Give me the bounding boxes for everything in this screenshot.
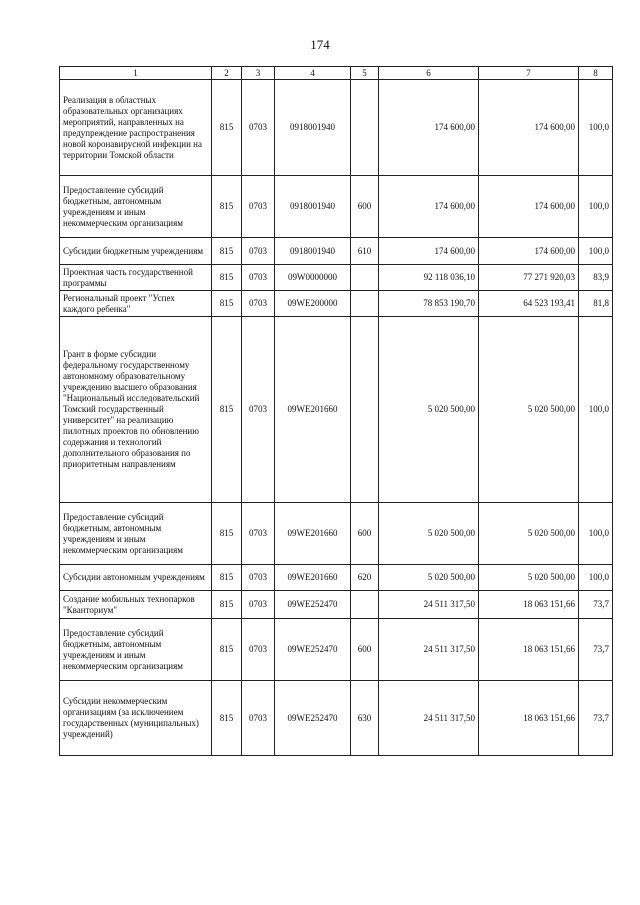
row-name-cell: Грант в форме субсидии федеральному государственному автономному образовательному учреждению высшего образования "Национальный исследовательский Томский государственный университет" на реализацию пилотных проектов по обновлению содержания и технологий дополнительного образования по приоритетным направлениям [60,317,212,503]
expense-type-cell: 600 [351,619,379,681]
section-code-cell: 0703 [242,291,275,317]
execution-percent-cell: 83,9 [579,265,613,291]
section-code-cell: 0703 [242,503,275,565]
table-row [60,265,613,291]
expense-type-cell [351,317,379,503]
section-code-cell: 0703 [242,565,275,591]
executed-amount-cell: 174 600,00 [479,176,579,238]
planned-amount-cell: 24 511 317,50 [379,619,479,681]
execution-percent-cell: 100,0 [579,565,613,591]
table-row [60,291,613,317]
target-article-cell: 0918001940 [275,176,351,238]
executed-amount-cell: 5 020 500,00 [479,565,579,591]
column-header: 5 [351,67,379,80]
column-header: 1 [60,67,212,80]
table-row [60,503,613,565]
table-row [60,317,613,503]
table-row [60,591,613,619]
admin-code-cell: 815 [212,80,242,176]
column-header: 3 [242,67,275,80]
admin-code-cell: 815 [212,619,242,681]
planned-amount-cell: 24 511 317,50 [379,591,479,619]
table-row [60,176,613,238]
planned-amount-cell: 5 020 500,00 [379,317,479,503]
target-article-cell: 09W0000000 [275,265,351,291]
execution-percent-cell: 81,8 [579,291,613,317]
admin-code-cell: 815 [212,317,242,503]
row-name-cell: Создание мобильных технопарков "Кванториум" [60,591,212,619]
target-article-cell: 09WE201660 [275,317,351,503]
row-name-cell: Региональный проект "Успех каждого ребенка" [60,291,212,317]
admin-code-cell: 815 [212,565,242,591]
column-header: 7 [479,67,579,80]
execution-percent-cell: 100,0 [579,238,613,265]
planned-amount-cell: 24 511 317,50 [379,681,479,756]
planned-amount-cell: 174 600,00 [379,238,479,265]
section-code-cell: 0703 [242,80,275,176]
execution-percent-cell: 73,7 [579,681,613,756]
target-article-cell: 0918001940 [275,238,351,265]
expense-type-cell [351,265,379,291]
row-name-cell: Предоставление субсидий бюджетным, автономным учреждениям и иным некоммерческим организациям [60,176,212,238]
execution-percent-cell: 100,0 [579,503,613,565]
budget-table [59,66,613,756]
table-row [60,681,613,756]
target-article-cell: 09WE252470 [275,591,351,619]
executed-amount-cell: 18 063 151,66 [479,591,579,619]
column-header: 2 [212,67,242,80]
table-row [60,80,613,176]
column-header: 8 [579,67,613,80]
admin-code-cell: 815 [212,503,242,565]
executed-amount-cell: 64 523 193,41 [479,291,579,317]
target-article-cell: 09WE201660 [275,565,351,591]
target-article-cell: 09WE252470 [275,619,351,681]
row-name-cell: Субсидии некоммерческим организациям (за исключением государственных (муниципальных) учреждений) [60,681,212,756]
row-name-cell: Субсидии бюджетным учреждениям [60,238,212,265]
executed-amount-cell: 174 600,00 [479,80,579,176]
section-code-cell: 0703 [242,619,275,681]
section-code-cell: 0703 [242,176,275,238]
planned-amount-cell: 92 118 036,10 [379,265,479,291]
planned-amount-cell: 78 853 190,70 [379,291,479,317]
section-code-cell: 0703 [242,265,275,291]
executed-amount-cell: 5 020 500,00 [479,317,579,503]
table-row [60,238,613,265]
executed-amount-cell: 5 020 500,00 [479,503,579,565]
section-code-cell: 0703 [242,238,275,265]
target-article-cell: 09WE201660 [275,503,351,565]
section-code-cell: 0703 [242,591,275,619]
table-row [60,619,613,681]
row-name-cell: Реализация в областных образовательных организациях мероприятий, направленных на предупреждение распространения новой коронавирусной инфекции на территории Томской области [60,80,212,176]
expense-type-cell: 630 [351,681,379,756]
row-name-cell: Предоставление субсидий бюджетным, автономным учреждениям и иным некоммерческим организациям [60,503,212,565]
column-header: 4 [275,67,351,80]
target-article-cell: 09WE200000 [275,291,351,317]
expense-type-cell [351,591,379,619]
row-name-cell: Субсидии автономным учреждениям [60,565,212,591]
expense-type-cell [351,80,379,176]
admin-code-cell: 815 [212,681,242,756]
planned-amount-cell: 5 020 500,00 [379,503,479,565]
execution-percent-cell: 73,7 [579,591,613,619]
execution-percent-cell: 73,7 [579,619,613,681]
page-number: 174 [310,37,330,52]
execution-percent-cell: 100,0 [579,80,613,176]
section-code-cell: 0703 [242,681,275,756]
planned-amount-cell: 174 600,00 [379,80,479,176]
execution-percent-cell: 100,0 [579,317,613,503]
column-header: 6 [379,67,479,80]
planned-amount-cell: 174 600,00 [379,176,479,238]
expense-type-cell: 620 [351,565,379,591]
expense-type-cell: 600 [351,176,379,238]
target-article-cell: 0918001940 [275,80,351,176]
target-article-cell: 09WE252470 [275,681,351,756]
table-header-row [60,67,613,80]
executed-amount-cell: 174 600,00 [479,238,579,265]
row-name-cell: Проектная часть государственной программы [60,265,212,291]
admin-code-cell: 815 [212,591,242,619]
expense-type-cell [351,291,379,317]
executed-amount-cell: 18 063 151,66 [479,681,579,756]
section-code-cell: 0703 [242,317,275,503]
admin-code-cell: 815 [212,265,242,291]
admin-code-cell: 815 [212,291,242,317]
row-name-cell: Предоставление субсидий бюджетным, автономным учреждениям и иным некоммерческим организациям [60,619,212,681]
expense-type-cell: 600 [351,503,379,565]
executed-amount-cell: 18 063 151,66 [479,619,579,681]
admin-code-cell: 815 [212,176,242,238]
admin-code-cell: 815 [212,238,242,265]
expense-type-cell: 610 [351,238,379,265]
execution-percent-cell: 100,0 [579,176,613,238]
executed-amount-cell: 77 271 920,03 [479,265,579,291]
planned-amount-cell: 5 020 500,00 [379,565,479,591]
table-row [60,565,613,591]
